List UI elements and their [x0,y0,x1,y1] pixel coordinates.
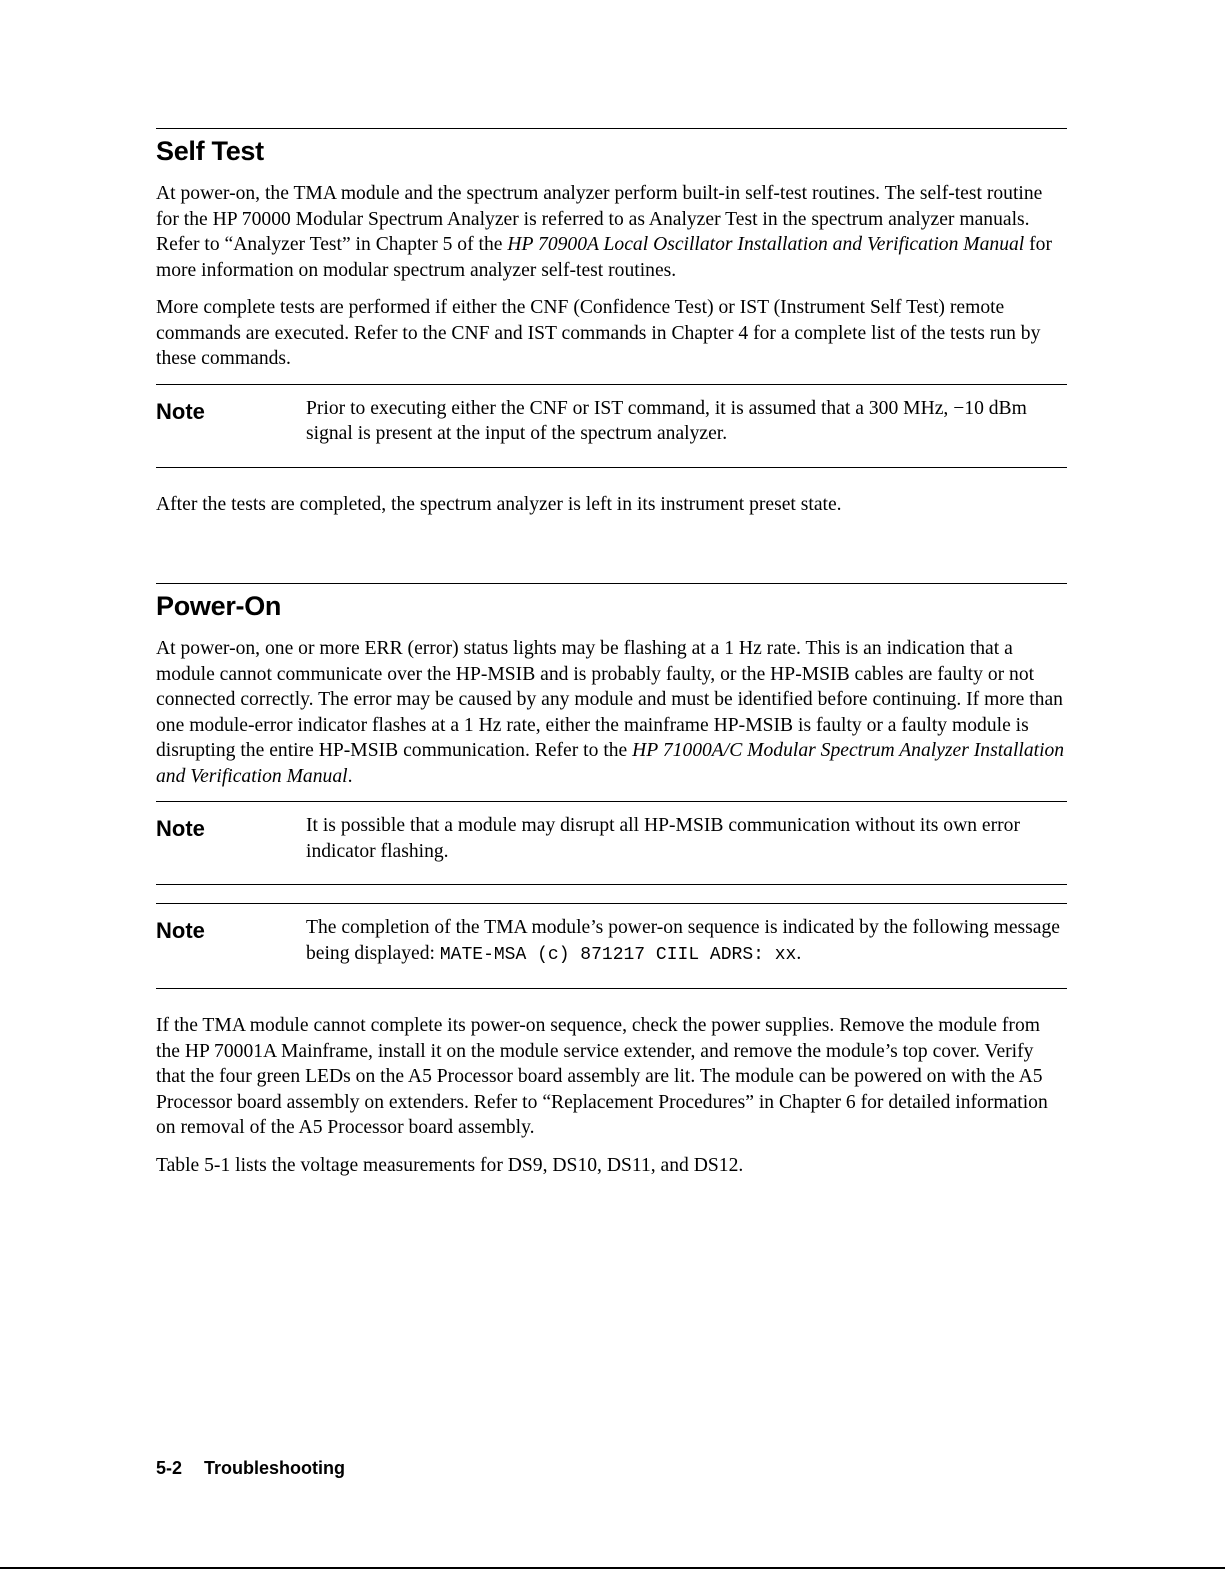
manual-title: HP 70900A Local Oscillator Installation and Verification Manual [507,234,1025,255]
paragraph: More complete tests are performed if either the CNF (Confidence Test) or IST (Instrument Self Test) remote commands are executed. Refer to the CNF and IST commands in Chapter 4 for a complete list of the tests run by these commands. [156,297,1041,369]
note-box [156,903,1067,989]
page-bottom-rule [0,1567,1225,1569]
paragraph: If the TMA module cannot complete its power-on sequence, check the power supplies. Remove the module from the HP 70001A Mainframe, install it on the module service extender, and remove the module’s top cover. Verify that the four green LEDs on the A5 Processor board assembly are lit. The module can be powered on with the A5 Processor board assembly on extenders. Refer to “Replacement Procedures” in Chapter 6 for detailed information on removal of the A5 Processor board assembly. [156,1015,1048,1138]
page-footer [156,1458,345,1479]
note-label: Note [156,398,205,424]
paragraph [156,181,1067,283]
paragraph: After the tests are completed, the spectrum analyzer is left in its instrument preset state. [156,493,842,515]
manual-title: HP 71000A/C Modular Spectrum Analyzer Installation and Verification Manual [156,740,1065,787]
paragraph-text: At power-on, one or more ERR (error) status lights may be flashing at a 1 Hz rate. This is an indication that a module cannot communicate over the HP-MSIB and is probably faulty, or the HP-MSIB cables are faulty or not connected correctly. The error may be caused by any module and must be identified before continuing. If more than one module-error indicator flashes at a 1 Hz rate, either the mainframe HP-MSIB is faulty or a faulty module is disrupting the entire HP-MSIB communication. Refer to the [156,638,1063,761]
page-number: 5-2 [156,1458,183,1478]
power-on-section [156,583,1067,1178]
section-heading: Power-On [156,591,282,621]
footer-section: Troubleshooting [204,1458,346,1478]
paragraph-text: . [347,765,353,787]
document-page [156,128,1067,1190]
note-label: Note [156,918,205,943]
self-test-section [156,128,1067,517]
display-message-code: MATE-MSA (c) 871217 CIIL ADRS: xx [439,944,797,965]
note-text: Prior to executing either the CNF or IST command, it is assumed that a 300 MHz, −10 dBm signal is present at the input of the spectrum analyzer. [306,397,1027,444]
note-text-part: . [796,942,802,964]
section-rule [156,583,1067,584]
section-heading: Self Test [156,136,264,166]
note-box [156,384,1067,468]
section-rule [156,128,1067,129]
paragraph [156,636,1067,789]
note-text: It is possible that a module may disrupt all HP-MSIB communication without its own error indicator flashing. [306,815,1021,862]
note-text [306,910,1067,968]
note-label: Note [156,816,205,841]
paragraph: Table 5-1 lists the voltage measurements for DS9, DS10, DS11, and DS12. [156,1154,744,1176]
paragraph-text: At power-on, the TMA module and the spectrum analyzer perform built-in self-test routines. The self-test routine for the HP 70000 Modular Spectrum Analyzer is referred to as Analyzer Test in the spectrum analyzer manuals. Refer to “Analyzer Test” in Chapter 5 of the [156,183,1043,255]
note-text-part: The completion of the TMA module’s power-on sequence is indicated by the following message being displayed: [306,917,1060,964]
paragraph-text: for more information on modular spectrum analyzer self-test routines. [156,234,1052,281]
note-box [156,801,1067,885]
